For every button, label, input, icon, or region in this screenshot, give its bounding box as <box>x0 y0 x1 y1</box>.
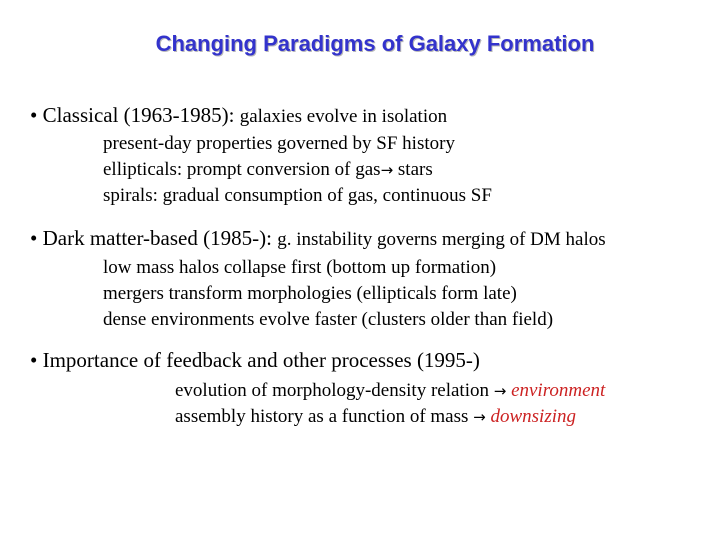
accent-term: downsizing <box>490 406 577 427</box>
accent-term: environment <box>511 380 606 401</box>
slide-title: Changing Paradigms of Galaxy Formation <box>155 31 595 56</box>
detail-text: spirals: gradual consumption of gas, continuous SF <box>103 185 492 206</box>
detail-text: low mass halos collapse first (bottom up formation) <box>103 257 497 278</box>
right-arrow-icon: → <box>473 408 486 426</box>
bullet-heading: Classical (1963-1985): <box>42 103 235 127</box>
bullet-summary: g. instability governs merging of DM halos <box>277 229 606 250</box>
detail-text: assembly history as a function of mass <box>175 406 469 427</box>
detail-text: dense environments evolve faster (clusters older than field) <box>103 309 554 330</box>
detail-line <box>103 258 496 277</box>
right-arrow-icon: → <box>380 161 394 179</box>
detail-text: mergers transform morphologies (ellipticals form late) <box>103 283 517 304</box>
bullet-marker: • <box>30 348 38 372</box>
detail-line <box>103 186 492 205</box>
bullet-marker: • <box>30 103 38 127</box>
detail-text: evolution of morphology-density relation <box>175 380 489 401</box>
bullet-summary: galaxies evolve in isolation <box>239 106 448 127</box>
detail-line <box>103 284 517 303</box>
detail-tail: stars <box>397 159 433 180</box>
detail-line <box>175 381 605 400</box>
detail-line <box>103 310 553 329</box>
detail-text: ellipticals: prompt conversion of gas <box>103 159 381 180</box>
detail-line <box>103 134 455 153</box>
right-arrow-icon: → <box>493 382 507 400</box>
bullet-heading: Dark matter-based (1985-): <box>42 226 272 250</box>
detail-line <box>175 407 576 426</box>
bullet-classical <box>30 105 447 126</box>
detail-text: present-day properties governed by SF history <box>103 133 455 154</box>
bullet-marker: • <box>30 226 38 250</box>
bullet-heading: Importance of feedback and other processes (1995-) <box>42 348 480 372</box>
bullet-feedback <box>30 350 480 371</box>
detail-line <box>103 160 433 179</box>
bullet-dark-matter <box>30 228 606 249</box>
